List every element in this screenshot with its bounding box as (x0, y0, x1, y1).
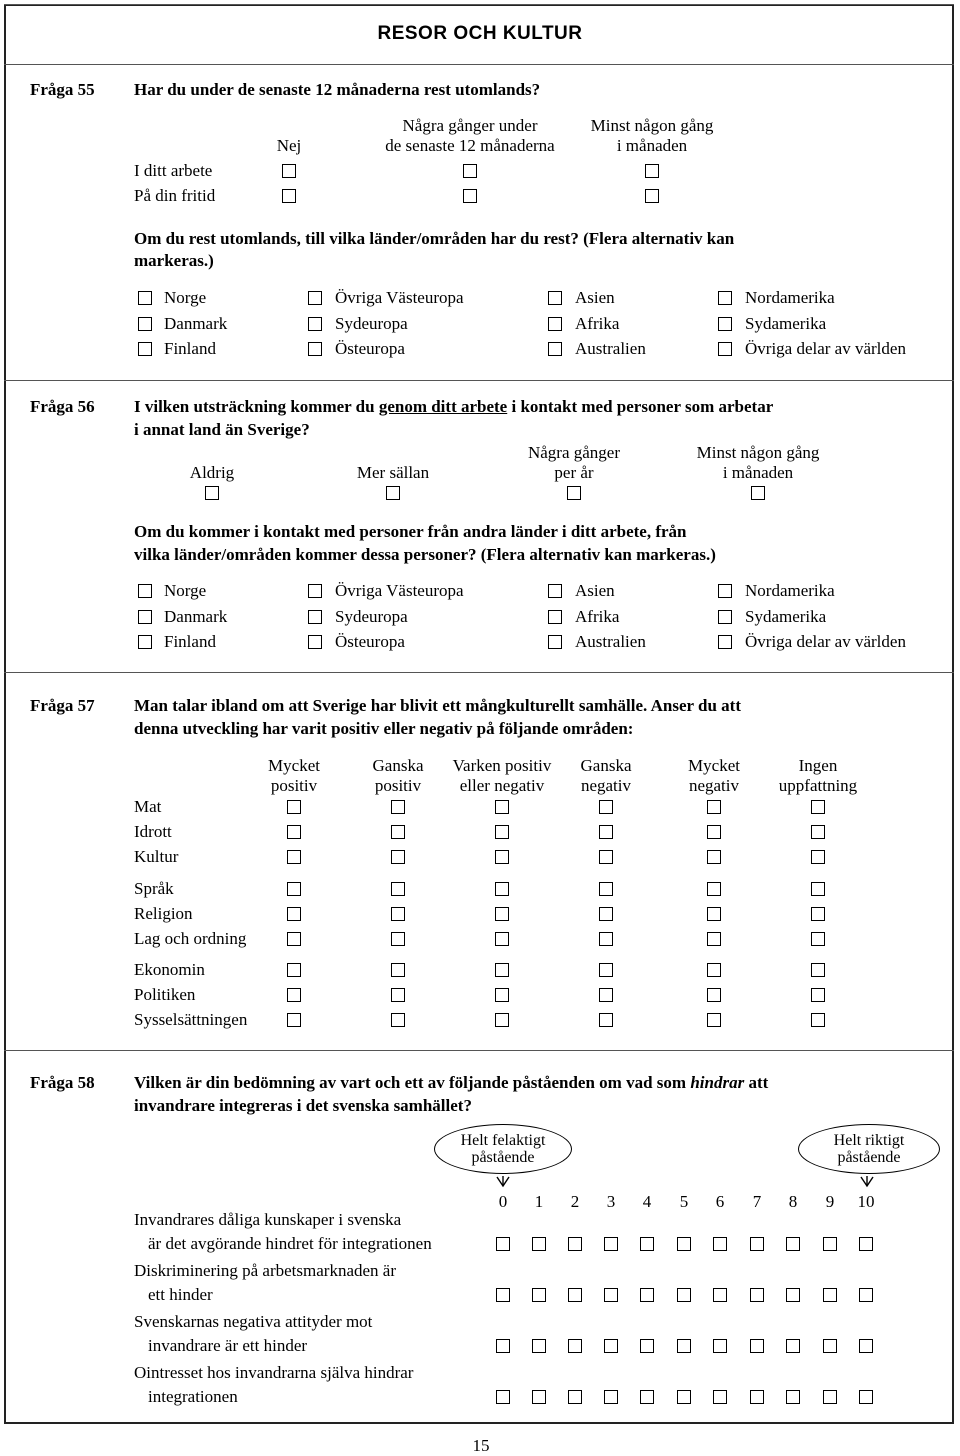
q57-scale-label-line2: negativ (688, 776, 740, 795)
q58-scale-checkbox[interactable] (604, 1390, 618, 1404)
q58-statement-line2: invandrare är ett hinder (148, 1336, 308, 1355)
q58-statement-line1: Invandrares dåliga kunskaper i svenska (134, 1210, 402, 1229)
q57-area-label: Idrott (134, 822, 172, 841)
q57-rating-checkbox[interactable] (495, 988, 509, 1002)
q58-left-anchor (434, 1124, 572, 1174)
q56-question-pre: I vilken utsträckning kommer du (134, 397, 379, 416)
q58-scale-checkbox[interactable] (713, 1339, 727, 1353)
q57-area-label: Lag och ordning (134, 929, 247, 948)
q55-region-label: Danmark (164, 313, 228, 333)
section-title: RESOR OCH KULTUR (377, 23, 583, 44)
header-top-rule (4, 4, 954, 5)
q56-region-label: Danmark (164, 606, 228, 626)
q58-question-line2: invandrare integreras i det svenska samhället? (134, 1096, 472, 1115)
q58-scale-checkbox[interactable] (640, 1288, 654, 1302)
q55-row-checkbox[interactable] (463, 164, 477, 178)
q58-scale-number: 2 (570, 1192, 580, 1211)
q58-scale-checkbox[interactable] (532, 1237, 546, 1251)
q58-scale-number: 6 (715, 1192, 725, 1211)
q56-region-checkbox[interactable] (138, 584, 152, 598)
q56-question-underline: genom ditt arbete (378, 397, 508, 416)
q55-region-checkbox[interactable] (718, 291, 732, 305)
q57-rating-checkbox[interactable] (811, 882, 825, 896)
q57-rating-checkbox[interactable] (287, 932, 301, 946)
q57-area-label: Religion (134, 904, 193, 923)
q58-left-anchor-line1: Helt felaktigt (460, 1132, 546, 1149)
q57-area-label: Ekonomin (134, 960, 205, 979)
q55-region-label: Asien (575, 288, 615, 307)
q56-region-checkbox[interactable] (308, 635, 322, 649)
q57-rating-checkbox[interactable] (599, 1013, 613, 1027)
q58-scale-checkbox[interactable] (496, 1339, 510, 1353)
q55-region-label: Östeuropa (335, 339, 405, 358)
q57-rating-checkbox[interactable] (495, 882, 509, 896)
q56-followup-line1: Om du kommer i kontakt med personer från andra länder i ditt arbete, från (134, 522, 687, 541)
q57-rating-checkbox[interactable] (495, 825, 509, 839)
q58-scale-checkbox[interactable] (859, 1390, 873, 1404)
q55-region-checkbox[interactable] (138, 342, 152, 356)
q58-scale-checkbox[interactable] (640, 1390, 654, 1404)
q57-scale-label-line1: Ganska (372, 756, 424, 775)
q57-scale-label-line1: Varken positiv (452, 756, 552, 775)
q55-row-label: I ditt arbete (134, 161, 213, 180)
q56-region-label: Sydamerika (745, 606, 827, 626)
q56-question-post: i kontakt med personer som arbetar (507, 397, 774, 416)
q56-region-label: Sydeuropa (335, 606, 408, 626)
q58-scale-checkbox[interactable] (677, 1339, 691, 1353)
q56-region-checkbox[interactable] (548, 610, 562, 624)
q58-statement-line1: Ointresset hos invandrarna själva hindrar (134, 1363, 414, 1382)
q57-rating-checkbox[interactable] (287, 988, 301, 1002)
q58-scale-checkbox[interactable] (786, 1288, 800, 1302)
q56-region-label: Östeuropa (335, 632, 405, 651)
q57-scale-label-line2: eller negativ (459, 776, 545, 795)
q58-scale-checkbox[interactable] (859, 1288, 873, 1302)
q57-rating-checkbox[interactable] (811, 932, 825, 946)
q56-region-label: Afrika (575, 606, 620, 626)
q58-right-anchor (798, 1124, 940, 1174)
q56-region-label: Australien (575, 632, 646, 651)
q58-scale-number: 4 (642, 1192, 652, 1211)
q55-row-checkbox[interactable] (282, 189, 296, 203)
q55-region-label: Övriga delar av världen (745, 339, 906, 358)
q57-rating-checkbox[interactable] (707, 907, 721, 921)
q58-question-italic: hindrar (690, 1073, 745, 1092)
q58-scale-number: 10 (857, 1192, 875, 1211)
q57-rating-checkbox[interactable] (495, 800, 509, 814)
q57-rating-checkbox[interactable] (707, 850, 721, 864)
q57-rating-checkbox[interactable] (391, 963, 405, 977)
q58-scale-checkbox[interactable] (750, 1390, 764, 1404)
q57-rating-checkbox[interactable] (811, 850, 825, 864)
q58-scale-checkbox[interactable] (713, 1390, 727, 1404)
q58-scale-number: 0 (498, 1192, 508, 1211)
q56-question-line2: i annat land än Sverige? (134, 420, 310, 439)
q57-rating-checkbox[interactable] (391, 825, 405, 839)
q57-rating-checkbox[interactable] (811, 988, 825, 1002)
q55-region-checkbox[interactable] (718, 342, 732, 356)
q58-scale-checkbox[interactable] (496, 1390, 510, 1404)
q57-rating-checkbox[interactable] (707, 800, 721, 814)
q55-row-checkbox[interactable] (645, 189, 659, 203)
q58-scale-checkbox[interactable] (604, 1237, 618, 1251)
q57-rating-checkbox[interactable] (391, 932, 405, 946)
q55-region-label: Nordamerika (745, 288, 835, 307)
q57-area-label: Kultur (134, 847, 179, 866)
q57-rating-checkbox[interactable] (599, 932, 613, 946)
q58-scale-checkbox[interactable] (640, 1237, 654, 1251)
q57-area-label: Sysselsättningen (134, 1010, 248, 1029)
q57-scale-label-line1: Mycket (688, 756, 740, 775)
q56-option-label-line2: per år (554, 463, 594, 482)
q58-right-anchor-line1: Helt riktigt (833, 1132, 905, 1149)
q56-region-label: Norge (164, 581, 207, 600)
q57-rating-checkbox[interactable] (287, 1013, 301, 1027)
q55-col-header-line2: i månaden (616, 136, 688, 155)
q57-rating-checkbox[interactable] (287, 963, 301, 977)
q58-scale-checkbox[interactable] (677, 1390, 691, 1404)
q56-option-label-line1: Minst någon gång (696, 443, 820, 462)
q58-scale-checkbox[interactable] (750, 1237, 764, 1251)
q58-scale-checkbox[interactable] (750, 1339, 764, 1353)
q58-scale-checkbox[interactable] (750, 1288, 764, 1302)
q57-scale-label-line2: uppfattning (778, 776, 858, 795)
q58-scale-number: 5 (679, 1192, 689, 1211)
q55-region-label: Afrika (575, 313, 620, 333)
q57-question-line1: Man talar ibland om att Sverige har blivit ett mångkulturellt samhälle. Anser du att (134, 696, 741, 715)
q57-rating-checkbox[interactable] (391, 988, 405, 1002)
q55-question: Har du under de senaste 12 månaderna rest utomlands? (134, 80, 541, 99)
q56-region-checkbox[interactable] (308, 610, 322, 624)
q55-region-label: Övriga Västeuropa (335, 288, 464, 307)
q55-region-checkbox[interactable] (308, 291, 322, 305)
q57-rating-checkbox[interactable] (495, 850, 509, 864)
q57-rating-checkbox[interactable] (599, 800, 613, 814)
q58-scale-checkbox[interactable] (568, 1339, 582, 1353)
q58-scale-number: 7 (752, 1192, 762, 1211)
q55-col-header-line2: Nej (276, 136, 302, 155)
q58-scale-number: 9 (825, 1192, 835, 1211)
q56-region-label: Övriga delar av världen (745, 632, 906, 651)
q57-rating-checkbox[interactable] (811, 800, 825, 814)
q57-rating-checkbox[interactable] (599, 907, 613, 921)
q56-region-checkbox[interactable] (138, 635, 152, 649)
q55-col-header-line2: de senaste 12 månaderna (385, 136, 555, 155)
q58-scale-checkbox[interactable] (568, 1237, 582, 1251)
q57-rating-checkbox[interactable] (599, 882, 613, 896)
q57-rating-checkbox[interactable] (287, 825, 301, 839)
q57-rating-checkbox[interactable] (391, 1013, 405, 1027)
q58-question-line1 (134, 1073, 768, 1093)
divider-56-57 (4, 672, 954, 673)
q57-rating-checkbox[interactable] (287, 800, 301, 814)
q55-region-checkbox[interactable] (548, 342, 562, 356)
q56-option-label-line2: Mer sällan (356, 463, 430, 482)
q56-region-checkbox[interactable] (138, 610, 152, 624)
q57-rating-checkbox[interactable] (811, 907, 825, 921)
q57-rating-checkbox[interactable] (391, 882, 405, 896)
q57-rating-checkbox[interactable] (707, 988, 721, 1002)
q57-scale-label-line1: Ganska (580, 756, 632, 775)
q58-scale-checkbox[interactable] (859, 1237, 873, 1251)
q56-region-checkbox[interactable] (548, 635, 562, 649)
q55-followup-line1: Om du rest utomlands, till vilka länder/områden har du rest? (Flera alternativ kan (134, 229, 735, 248)
q55-followup-line2: markeras.) (134, 251, 214, 270)
q55-row-checkbox[interactable] (463, 189, 477, 203)
q56-region-checkbox[interactable] (718, 584, 732, 598)
q55-region-label: Finland (164, 339, 216, 358)
q56-region-label: Asien (575, 581, 615, 600)
q58-scale-checkbox[interactable] (496, 1237, 510, 1251)
q57-rating-checkbox[interactable] (495, 932, 509, 946)
q55-region-label: Sydamerika (745, 313, 827, 333)
q58-scale-number: 8 (788, 1192, 798, 1211)
q56-question-line1 (134, 397, 773, 417)
q56-region-checkbox[interactable] (718, 635, 732, 649)
q57-area-label: Politiken (134, 985, 196, 1004)
q57-rating-checkbox[interactable] (287, 907, 301, 921)
q57-area-label: Mat (134, 797, 162, 816)
q58-scale-checkbox[interactable] (568, 1390, 582, 1404)
q58-scale-checkbox[interactable] (859, 1339, 873, 1353)
q55-region-checkbox[interactable] (548, 291, 562, 305)
q57-rating-checkbox[interactable] (811, 1013, 825, 1027)
q57-area-label: Språk (134, 879, 174, 898)
q58-scale-checkbox[interactable] (713, 1237, 727, 1251)
q57-rating-checkbox[interactable] (707, 882, 721, 896)
q58-statement-line1: Diskriminering på arbetsmarknaden är (134, 1261, 396, 1280)
q55-row-label: På din fritid (134, 186, 216, 205)
q57-rating-checkbox[interactable] (599, 988, 613, 1002)
q57-rating-checkbox[interactable] (495, 907, 509, 921)
divider-55-56 (4, 380, 954, 381)
q57-scale-label-line2: negativ (580, 776, 632, 795)
q58-scale-checkbox[interactable] (713, 1288, 727, 1302)
q56-region-checkbox[interactable] (548, 584, 562, 598)
q58-left-anchor-line2: påstående (471, 1149, 535, 1166)
q58-question-post: att (744, 1073, 769, 1092)
q58-scale-checkbox[interactable] (823, 1390, 837, 1404)
q58-scale-checkbox[interactable] (604, 1339, 618, 1353)
q58-scale-checkbox[interactable] (568, 1288, 582, 1302)
q57-rating-checkbox[interactable] (495, 1013, 509, 1027)
q55-col-header-line1: Några gånger under (402, 116, 538, 135)
header-bottom-rule (4, 64, 954, 65)
page-number: 15 (472, 1436, 490, 1455)
q57-label: Fråga 57 (30, 696, 95, 715)
q55-region-checkbox[interactable] (548, 317, 562, 331)
q56-region-label: Nordamerika (745, 581, 835, 600)
q57-rating-checkbox[interactable] (707, 825, 721, 839)
q58-right-anchor-line2: påstående (837, 1149, 901, 1166)
q58-statement-line2: är det avgörande hindret för integrationen (148, 1234, 432, 1253)
q56-label: Fråga 56 (30, 397, 95, 416)
q58-scale-checkbox[interactable] (604, 1288, 618, 1302)
q57-rating-checkbox[interactable] (287, 850, 301, 864)
q55-region-checkbox[interactable] (308, 342, 322, 356)
q57-rating-checkbox[interactable] (811, 963, 825, 977)
q57-rating-checkbox[interactable] (599, 963, 613, 977)
q58-scale-number: 3 (606, 1192, 616, 1211)
q58-scale-checkbox[interactable] (532, 1288, 546, 1302)
q56-option-label-line2: Aldrig (189, 463, 235, 482)
q58-scale-checkbox[interactable] (677, 1288, 691, 1302)
q56-option-checkbox[interactable] (751, 486, 765, 500)
q58-label: Fråga 58 (30, 1073, 95, 1092)
q55-col-header-line1: Minst någon gång (590, 116, 714, 135)
q56-region-checkbox[interactable] (308, 584, 322, 598)
q58-scale-checkbox[interactable] (823, 1339, 837, 1353)
q58-scale-checkbox[interactable] (786, 1339, 800, 1353)
q57-rating-checkbox[interactable] (707, 1013, 721, 1027)
q56-option-checkbox[interactable] (205, 486, 219, 500)
q57-rating-checkbox[interactable] (495, 963, 509, 977)
q58-scale-checkbox[interactable] (640, 1339, 654, 1353)
q58-scale-number: 1 (534, 1192, 544, 1211)
q58-statement-line2: ett hinder (148, 1285, 213, 1304)
q58-scale-checkbox[interactable] (532, 1339, 546, 1353)
q55-region-checkbox[interactable] (138, 291, 152, 305)
q56-region-label: Övriga Västeuropa (335, 581, 464, 600)
q55-region-label: Australien (575, 339, 646, 358)
q55-row-checkbox[interactable] (645, 164, 659, 178)
q57-scale-label-line2: positiv (374, 776, 422, 795)
q56-option-label-line2: i månaden (722, 463, 794, 482)
q57-scale-label-line1: Ingen (798, 756, 838, 775)
divider-57-58 (4, 1050, 954, 1051)
down-arrow-icon (860, 1175, 874, 1187)
q57-rating-checkbox[interactable] (391, 800, 405, 814)
q55-region-label: Sydeuropa (335, 313, 408, 333)
q55-region-label: Norge (164, 288, 207, 307)
q57-rating-checkbox[interactable] (811, 825, 825, 839)
q58-scale-checkbox[interactable] (677, 1237, 691, 1251)
q58-scale-checkbox[interactable] (786, 1237, 800, 1251)
q57-rating-checkbox[interactable] (707, 963, 721, 977)
q57-rating-checkbox[interactable] (287, 882, 301, 896)
q56-option-label-line1: Några gånger (527, 443, 621, 462)
q58-scale-checkbox[interactable] (823, 1288, 837, 1302)
q58-scale-checkbox[interactable] (496, 1288, 510, 1302)
q55-label: Fråga 55 (30, 80, 95, 99)
q56-followup-line2: vilka länder/områden kommer dessa personer? (Flera alternativ kan markeras.) (134, 545, 716, 564)
q58-question-pre: Vilken är din bedömning av vart och ett av följande påståenden om vad som (134, 1073, 691, 1092)
q55-row-checkbox[interactable] (282, 164, 296, 178)
q55-region-checkbox[interactable] (138, 317, 152, 331)
q58-scale-checkbox[interactable] (786, 1390, 800, 1404)
q58-scale-checkbox[interactable] (532, 1390, 546, 1404)
q57-rating-checkbox[interactable] (707, 932, 721, 946)
q57-rating-checkbox[interactable] (599, 825, 613, 839)
q58-scale-checkbox[interactable] (823, 1237, 837, 1251)
q57-scale-label-line1: Mycket (268, 756, 320, 775)
q56-region-label: Finland (164, 632, 216, 651)
q55-region-checkbox[interactable] (718, 317, 732, 331)
q55-region-checkbox[interactable] (308, 317, 322, 331)
q58-statement-line1: Svenskarnas negativa attityder mot (134, 1312, 373, 1331)
q57-rating-checkbox[interactable] (599, 850, 613, 864)
q57-rating-checkbox[interactable] (391, 907, 405, 921)
q57-question-line2: denna utveckling har varit positiv eller negativ på följande områden: (134, 719, 634, 738)
down-arrow-icon (496, 1175, 510, 1187)
q56-region-checkbox[interactable] (718, 610, 732, 624)
q56-option-checkbox[interactable] (386, 486, 400, 500)
q57-rating-checkbox[interactable] (391, 850, 405, 864)
q57-scale-label-line2: positiv (270, 776, 318, 795)
q58-statement-line2: integrationen (148, 1387, 238, 1406)
q56-option-checkbox[interactable] (567, 486, 581, 500)
